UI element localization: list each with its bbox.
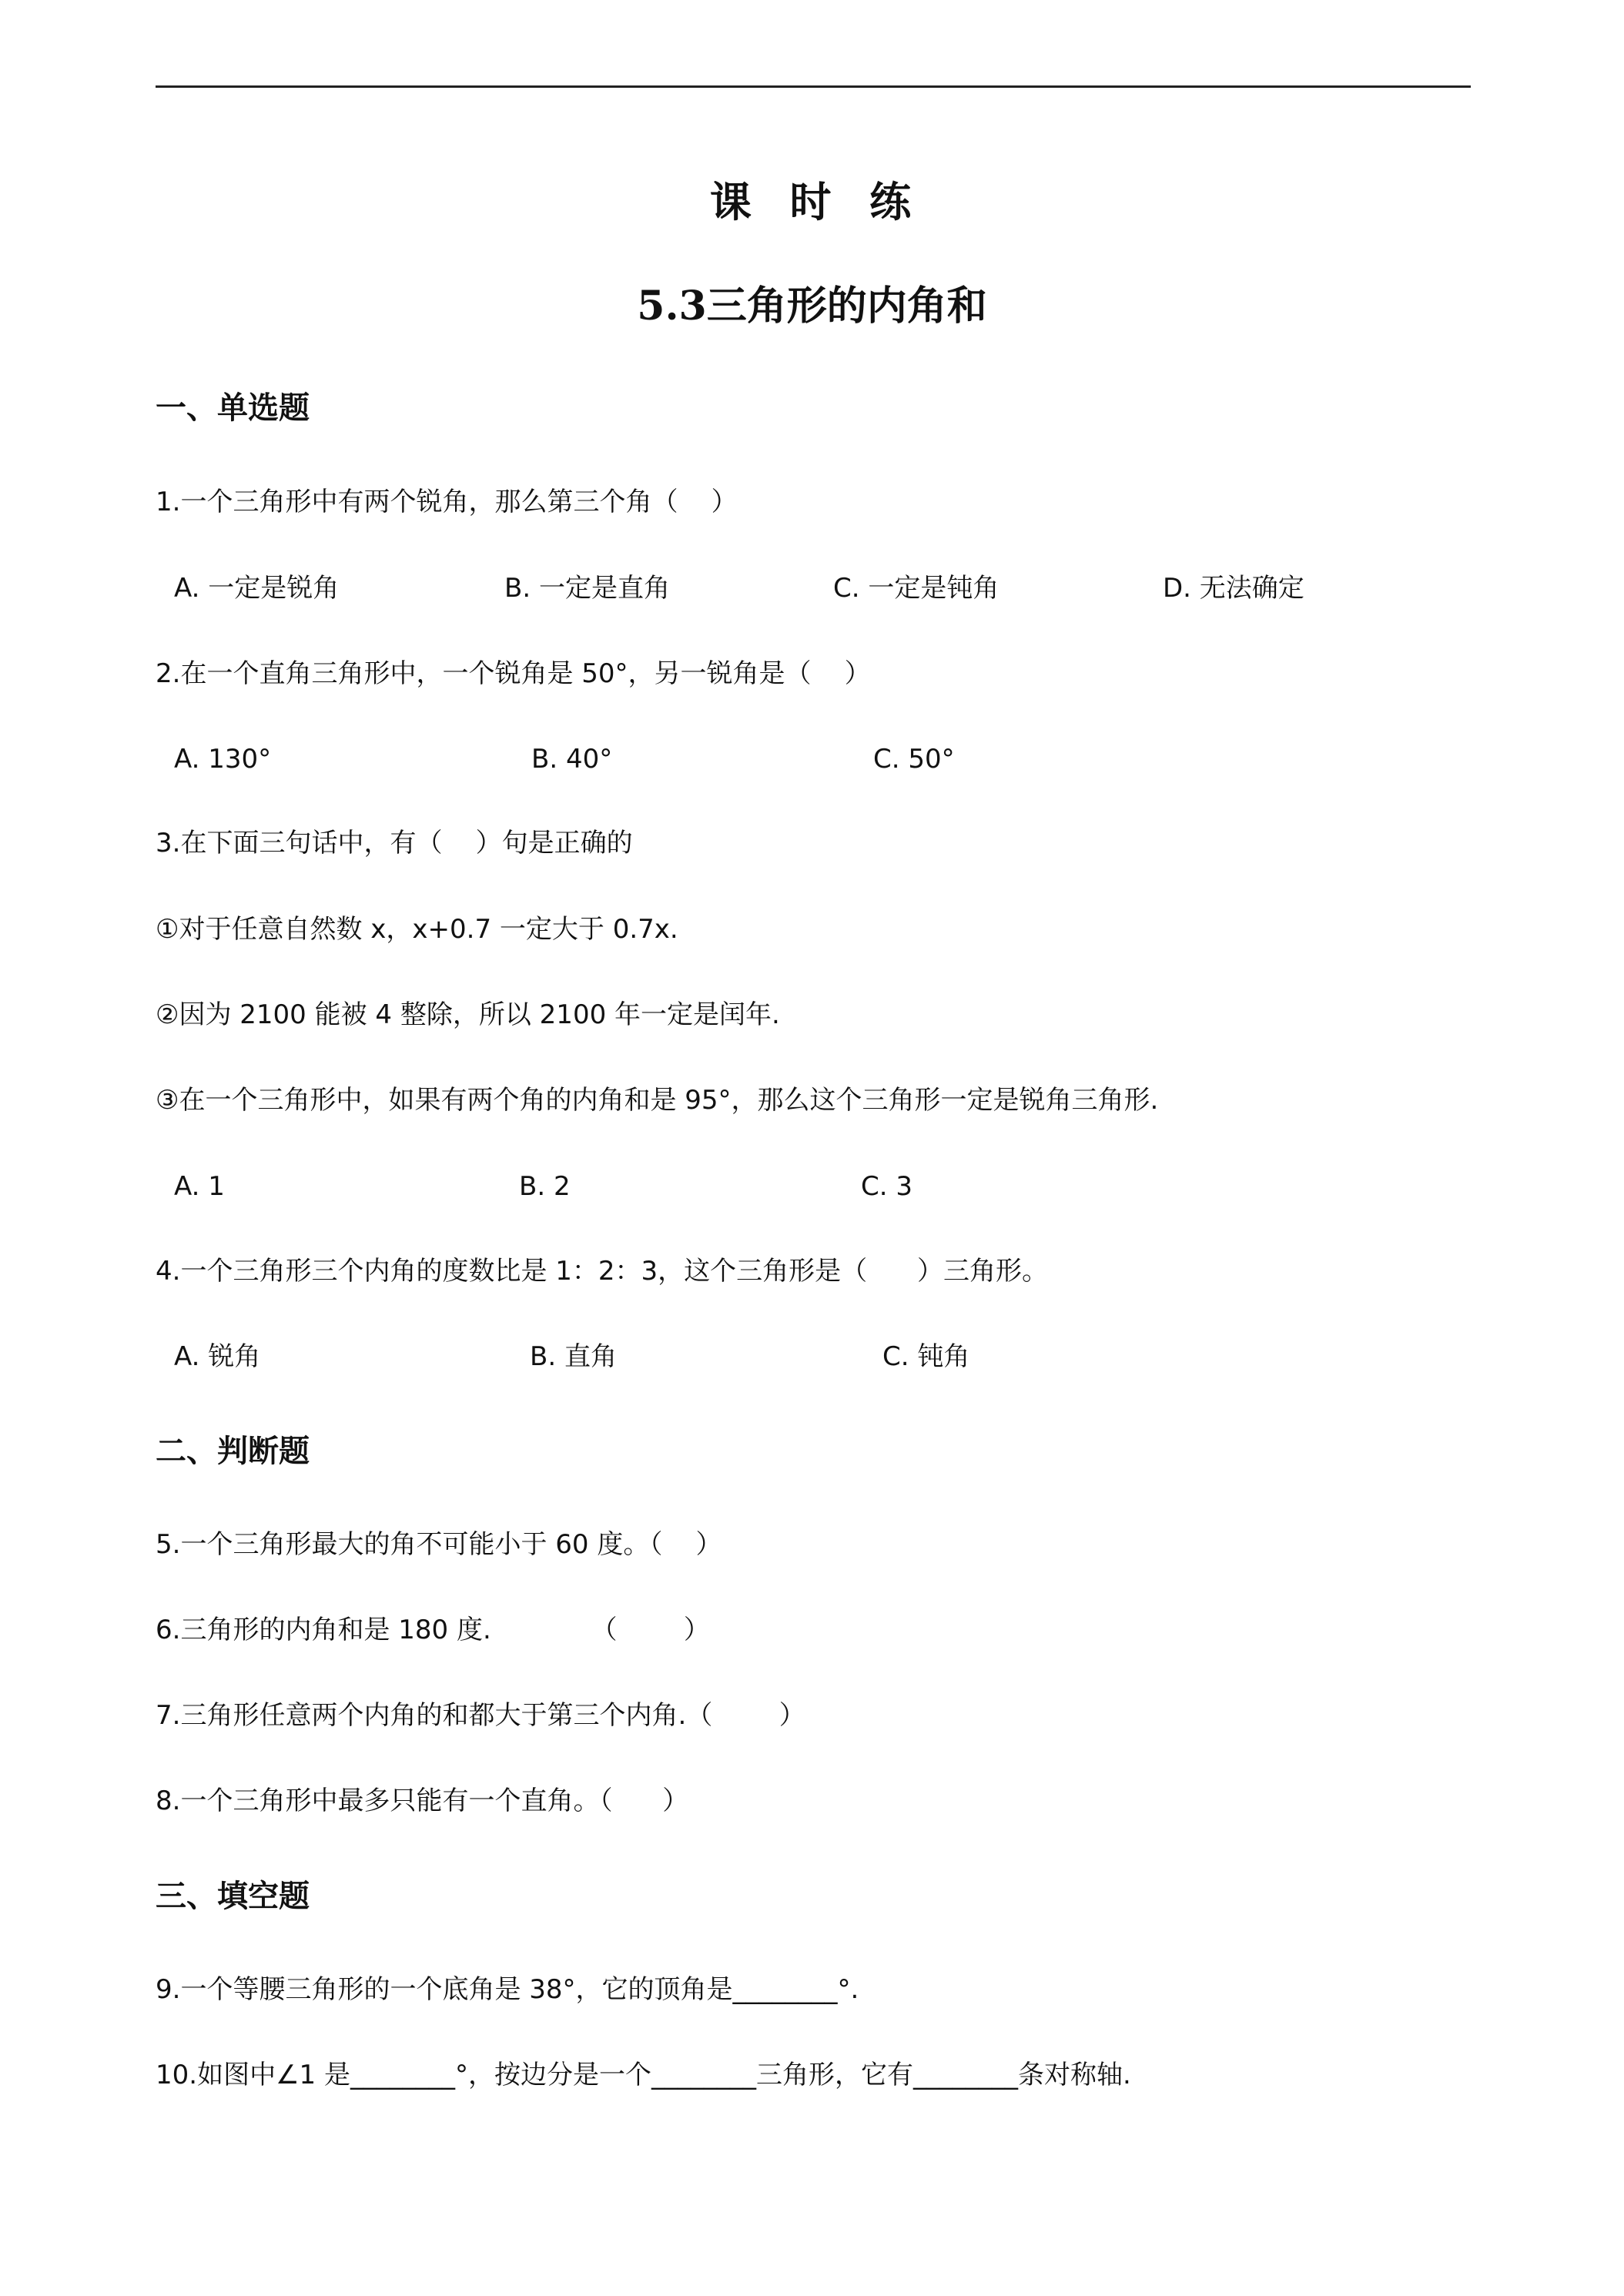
question-8-stem: 8.一个三角形中最多只能有一个直角。（ ） — [156, 1786, 689, 1816]
question-3-statement-1: ①对于任意自然数 x，x+0.7 一定大于 0.7x. — [156, 914, 678, 945]
section-heading-fill-in: 三、填空题 — [156, 1878, 310, 1914]
question-10-stem: 10.如图中∠1 是________°，按边分是一个________三角形，它有________条对称轴. — [156, 2060, 1131, 2090]
question-6-stem: 6.三角形的内角和是 180 度. （ ） — [156, 1615, 710, 1645]
question-4-option-a[interactable]: A. 锐角 — [174, 1341, 261, 1372]
question-1-option-d[interactable]: D. 无法确定 — [1163, 573, 1304, 604]
question-2-option-a[interactable]: A. 130° — [174, 744, 272, 775]
section-heading-single-choice: 一、单选题 — [156, 390, 310, 426]
question-3-stem: 3.在下面三句话中，有（ ）句是正确的 — [156, 828, 633, 858]
question-3-option-c[interactable]: C. 3 — [861, 1171, 912, 1202]
question-1-stem: 1.一个三角形中有两个锐角，那么第三个角（ ） — [156, 487, 738, 517]
question-4-option-c[interactable]: C. 钝角 — [882, 1341, 970, 1372]
question-2-option-c[interactable]: C. 50° — [873, 744, 955, 775]
page-title: 课 时 练 — [709, 177, 915, 226]
question-1-option-c[interactable]: C. 一定是钝角 — [833, 573, 1000, 604]
question-7-stem: 7.三角形任意两个内角的和都大于第三个内角.（ ） — [156, 1700, 805, 1731]
question-9-stem: 9.一个等腰三角形的一个底角是 38°，它的顶角是________°. — [156, 1974, 859, 2005]
question-1-option-b[interactable]: B. 一定是直角 — [504, 573, 670, 604]
question-4-stem: 4.一个三角形三个内角的度数比是 1：2：3，这个三角形是（ ）三角形。 — [156, 1256, 1048, 1287]
question-3-statement-2: ②因为 2100 能被 4 整除，所以 2100 年一定是闰年. — [156, 999, 780, 1030]
header-rule — [156, 85, 1471, 88]
question-3-statement-3: ③在一个三角形中，如果有两个角的内角和是 95°，那么这个三角形一定是锐角三角形. — [156, 1085, 1159, 1116]
lesson-title: 5.3三角形的内角和 — [637, 283, 987, 330]
question-2-option-b[interactable]: B. 40° — [531, 744, 613, 775]
question-1-option-a[interactable]: A. 一定是锐角 — [174, 573, 340, 604]
question-2-stem: 2.在一个直角三角形中，一个锐角是 50°，另一锐角是（ ） — [156, 658, 871, 689]
question-3-option-b[interactable]: B. 2 — [519, 1171, 571, 1202]
section-heading-true-false: 二、判断题 — [156, 1433, 310, 1469]
question-4-option-b[interactable]: B. 直角 — [530, 1341, 617, 1372]
question-3-option-a[interactable]: A. 1 — [174, 1171, 225, 1202]
question-5-stem: 5.一个三角形最大的角不可能小于 60 度。（ ） — [156, 1529, 722, 1560]
